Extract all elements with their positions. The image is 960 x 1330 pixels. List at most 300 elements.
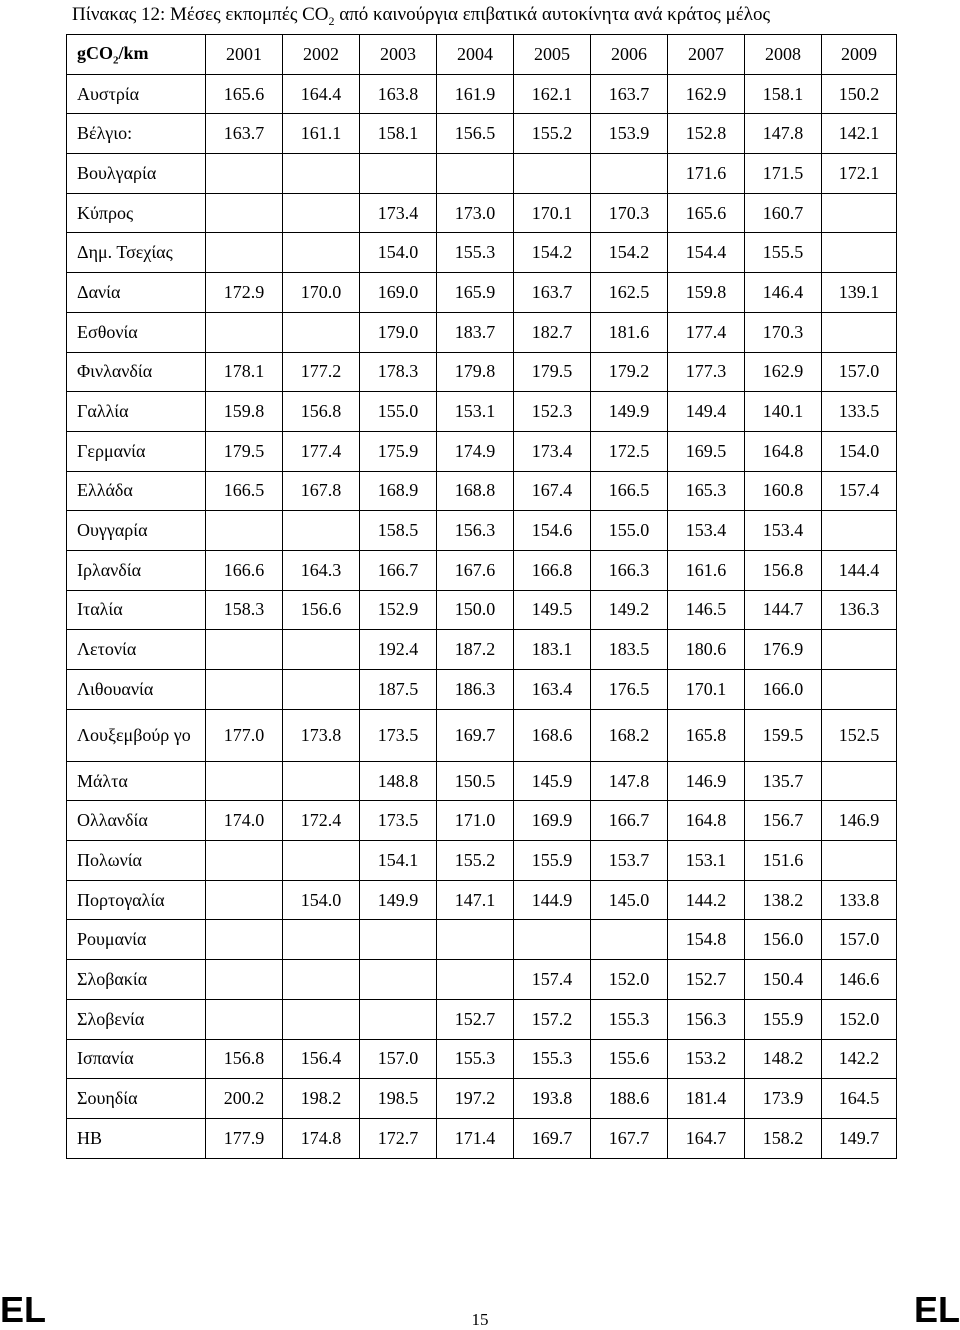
value-cell: 166.5 [591,471,668,511]
country-cell: Φινλανδία [67,352,206,392]
table-row [67,471,897,511]
value-cell: 157.0 [822,352,897,392]
value-cell: 162.5 [591,273,668,313]
value-cell: 156.0 [745,920,822,960]
country-cell: Σλοβενία [67,999,206,1039]
value-cell [283,312,360,352]
footer-language-right: EL [913,1289,960,1330]
table-row [67,511,897,551]
value-cell [283,999,360,1039]
value-cell: 146.9 [668,761,745,801]
value-cell [283,960,360,1000]
year-header-cell: 2006 [591,35,668,75]
value-cell: 166.5 [206,471,283,511]
value-cell: 156.3 [668,999,745,1039]
value-cell: 144.4 [822,550,897,590]
value-cell: 155.3 [514,1039,591,1079]
table-row [67,761,897,801]
value-cell: 150.4 [745,960,822,1000]
value-cell: 156.8 [206,1039,283,1079]
value-cell: 152.0 [822,999,897,1039]
value-cell: 155.2 [437,841,514,881]
value-cell: 167.4 [514,471,591,511]
table-row [67,1039,897,1079]
value-cell: 169.9 [514,801,591,841]
value-cell: 140.1 [745,392,822,432]
value-cell: 167.6 [437,550,514,590]
table-row [67,312,897,352]
value-cell: 154.1 [360,841,437,881]
value-cell [514,920,591,960]
value-cell: 135.7 [745,761,822,801]
unit-header-cell: gCO$_2$/km [67,35,206,75]
value-cell: 150.2 [822,74,897,114]
value-cell: 176.5 [591,670,668,710]
value-cell: 146.5 [668,590,745,630]
value-cell: 172.9 [206,273,283,313]
value-cell [206,193,283,233]
table-row [67,273,897,313]
value-cell: 153.2 [668,1039,745,1079]
value-cell: 187.2 [437,630,514,670]
value-cell [283,670,360,710]
value-cell [206,920,283,960]
value-cell [206,511,283,551]
value-cell: 155.6 [591,1039,668,1079]
value-cell: 150.0 [437,590,514,630]
value-cell: 156.8 [283,392,360,432]
value-cell: 144.2 [668,880,745,920]
value-cell: 152.5 [822,709,897,761]
value-cell: 197.2 [437,1079,514,1119]
value-cell: 148.2 [745,1039,822,1079]
value-cell: 149.4 [668,392,745,432]
value-cell: 164.7 [668,1118,745,1158]
value-cell: 164.8 [745,431,822,471]
table-row [67,550,897,590]
value-cell: 179.2 [591,352,668,392]
value-cell: 152.0 [591,960,668,1000]
value-cell: 174.0 [206,801,283,841]
value-cell: 173.9 [745,1079,822,1119]
value-cell: 168.2 [591,709,668,761]
value-cell: 157.4 [514,960,591,1000]
value-cell: 156.5 [437,114,514,154]
table-row [67,154,897,194]
value-cell: 142.1 [822,114,897,154]
value-cell: 172.1 [822,154,897,194]
country-cell: Πολωνία [67,841,206,881]
value-cell: 158.2 [745,1118,822,1158]
value-cell: 133.5 [822,392,897,432]
value-cell: 154.2 [514,233,591,273]
value-cell: 167.7 [591,1118,668,1158]
value-cell: 200.2 [206,1079,283,1119]
value-cell: 155.2 [514,114,591,154]
value-cell [822,233,897,273]
value-cell: 177.3 [668,352,745,392]
value-cell: 155.3 [591,999,668,1039]
value-cell: 161.1 [283,114,360,154]
value-cell: 147.8 [591,761,668,801]
value-cell: 144.9 [514,880,591,920]
value-cell: 158.1 [745,74,822,114]
value-cell [360,960,437,1000]
value-cell: 178.1 [206,352,283,392]
value-cell: 193.8 [514,1079,591,1119]
table-row [67,1118,897,1158]
value-cell [206,761,283,801]
value-cell: 181.4 [668,1079,745,1119]
value-cell: 198.2 [283,1079,360,1119]
value-cell: 150.5 [437,761,514,801]
table-row [67,880,897,920]
value-cell: 169.7 [514,1118,591,1158]
value-cell [206,233,283,273]
value-cell: 154.6 [514,511,591,551]
value-cell: 154.0 [822,431,897,471]
value-cell: 151.6 [745,841,822,881]
value-cell: 160.8 [745,471,822,511]
table-caption: Πίνακας 12: Μέσες εκπομπές $CO_2$ από καινούργια επιβατικά αυτοκίνητα ανά κράτος μέλος [72,4,770,28]
value-cell [206,880,283,920]
value-cell: 136.3 [822,590,897,630]
year-header-cell: 2008 [745,35,822,75]
value-cell: 152.7 [668,960,745,1000]
value-cell: 157.0 [822,920,897,960]
value-cell [360,920,437,960]
value-cell [591,154,668,194]
value-cell: 139.1 [822,273,897,313]
value-cell: 171.4 [437,1118,514,1158]
value-cell: 138.2 [745,880,822,920]
value-cell [206,154,283,194]
value-cell: 153.1 [437,392,514,432]
value-cell: 178.3 [360,352,437,392]
value-cell: 186.3 [437,670,514,710]
value-cell [822,511,897,551]
emissions-table [66,34,897,1159]
year-header-cell: 2004 [437,35,514,75]
value-cell: 146.6 [822,960,897,1000]
value-cell: 176.9 [745,630,822,670]
value-cell: 159.5 [745,709,822,761]
value-cell: 142.2 [822,1039,897,1079]
value-cell: 155.0 [591,511,668,551]
value-cell [206,670,283,710]
table-row [67,709,897,761]
value-cell: 163.7 [514,273,591,313]
value-cell: 181.6 [591,312,668,352]
table-row [67,670,897,710]
value-cell [206,960,283,1000]
value-cell: 166.3 [591,550,668,590]
value-cell [283,233,360,273]
value-cell: 167.8 [283,471,360,511]
table-row [67,193,897,233]
value-cell: 179.8 [437,352,514,392]
country-cell: Βέλγιο: [67,114,206,154]
value-cell: 165.3 [668,471,745,511]
value-cell: 153.4 [668,511,745,551]
value-cell [360,999,437,1039]
value-cell [437,920,514,960]
value-cell: 192.4 [360,630,437,670]
table-row [67,74,897,114]
value-cell: 156.3 [437,511,514,551]
value-cell [206,630,283,670]
value-cell: 173.4 [360,193,437,233]
value-cell [283,154,360,194]
country-cell: Γερμανία [67,431,206,471]
value-cell: 179.0 [360,312,437,352]
value-cell [437,154,514,194]
value-cell [591,920,668,960]
value-cell: 154.0 [283,880,360,920]
value-cell: 149.5 [514,590,591,630]
value-cell: 159.8 [206,392,283,432]
value-cell: 154.0 [360,233,437,273]
value-cell: 177.4 [668,312,745,352]
value-cell [822,841,897,881]
value-cell: 155.0 [360,392,437,432]
table-row [67,841,897,881]
value-cell: 169.0 [360,273,437,313]
country-cell: Ελλάδα [67,471,206,511]
table-row [67,999,897,1039]
value-cell: 144.7 [745,590,822,630]
value-cell: 162.9 [745,352,822,392]
value-cell: 173.8 [283,709,360,761]
value-cell: 173.4 [514,431,591,471]
value-cell: 165.8 [668,709,745,761]
value-cell: 147.1 [437,880,514,920]
value-cell: 149.2 [591,590,668,630]
value-cell: 163.7 [591,74,668,114]
table-row [67,801,897,841]
value-cell: 177.9 [206,1118,283,1158]
value-cell [283,920,360,960]
value-cell: 177.4 [283,431,360,471]
value-cell: 149.7 [822,1118,897,1158]
value-cell: 173.5 [360,801,437,841]
value-cell: 163.8 [360,74,437,114]
value-cell: 171.6 [668,154,745,194]
value-cell: 165.9 [437,273,514,313]
value-cell: 175.9 [360,431,437,471]
value-cell: 180.6 [668,630,745,670]
value-cell: 165.6 [668,193,745,233]
value-cell: 152.9 [360,590,437,630]
value-cell: 179.5 [514,352,591,392]
value-cell: 159.8 [668,273,745,313]
value-cell: 164.8 [668,801,745,841]
value-cell: 171.0 [437,801,514,841]
value-cell: 173.0 [437,193,514,233]
value-cell: 170.3 [745,312,822,352]
table-row [67,630,897,670]
table-row [67,114,897,154]
value-cell: 173.5 [360,709,437,761]
value-cell: 166.6 [206,550,283,590]
value-cell [822,761,897,801]
value-cell: 165.6 [206,74,283,114]
value-cell: 170.1 [514,193,591,233]
table-row [67,431,897,471]
country-cell: Μάλτα [67,761,206,801]
table-row [67,1079,897,1119]
country-cell: Λιθουανία [67,670,206,710]
value-cell [822,193,897,233]
country-cell: ΗΒ [67,1118,206,1158]
value-cell: 158.1 [360,114,437,154]
value-cell: 166.7 [591,801,668,841]
value-cell: 156.4 [283,1039,360,1079]
value-cell: 174.8 [283,1118,360,1158]
value-cell [514,154,591,194]
value-cell [283,841,360,881]
value-cell: 182.7 [514,312,591,352]
year-header-cell: 2002 [283,35,360,75]
value-cell: 183.1 [514,630,591,670]
value-cell: 163.7 [206,114,283,154]
country-cell: Εσθονία [67,312,206,352]
value-cell: 170.3 [591,193,668,233]
table-row [67,590,897,630]
page-number: 15 [471,1310,489,1329]
value-cell: 177.0 [206,709,283,761]
year-header-cell: 2001 [206,35,283,75]
table-row [67,960,897,1000]
value-cell: 153.9 [591,114,668,154]
country-cell: Ρουμανία [67,920,206,960]
value-cell: 148.8 [360,761,437,801]
value-cell: 166.7 [360,550,437,590]
value-cell: 146.9 [822,801,897,841]
country-cell: Αυστρία [67,74,206,114]
value-cell: 170.0 [283,273,360,313]
value-cell: 177.2 [283,352,360,392]
value-cell: 172.5 [591,431,668,471]
value-cell: 158.5 [360,511,437,551]
value-cell: 169.5 [668,431,745,471]
footer-language-left: EL [0,1289,47,1330]
value-cell: 164.3 [283,550,360,590]
country-cell: Βουλγαρία [67,154,206,194]
value-cell: 166.0 [745,670,822,710]
value-cell: 152.8 [668,114,745,154]
value-cell: 149.9 [591,392,668,432]
value-cell: 153.4 [745,511,822,551]
country-cell: Λετονία [67,630,206,670]
value-cell [283,761,360,801]
value-cell: 179.5 [206,431,283,471]
value-cell: 155.9 [514,841,591,881]
year-header-cell: 2005 [514,35,591,75]
value-cell [822,312,897,352]
value-cell: 152.3 [514,392,591,432]
country-cell: Δανία [67,273,206,313]
country-cell: Ολλανδία [67,801,206,841]
table-row [67,233,897,273]
value-cell [283,511,360,551]
value-cell: 147.8 [745,114,822,154]
value-cell: 157.2 [514,999,591,1039]
value-cell: 156.6 [283,590,360,630]
value-cell: 156.7 [745,801,822,841]
value-cell: 154.4 [668,233,745,273]
table-row [67,392,897,432]
value-cell: 156.8 [745,550,822,590]
value-cell [283,193,360,233]
value-cell: 157.0 [360,1039,437,1079]
value-cell: 163.4 [514,670,591,710]
value-cell: 153.7 [591,841,668,881]
value-cell: 172.7 [360,1118,437,1158]
value-cell [206,999,283,1039]
value-cell: 133.8 [822,880,897,920]
value-cell: 155.3 [437,233,514,273]
value-cell: 149.9 [360,880,437,920]
value-cell: 154.8 [668,920,745,960]
year-header-cell: 2007 [668,35,745,75]
value-cell: 145.9 [514,761,591,801]
value-cell [437,960,514,1000]
country-cell: Λουξεμβούρ γο [67,709,206,761]
value-cell: 168.8 [437,471,514,511]
value-cell: 198.5 [360,1079,437,1119]
value-cell: 155.5 [745,233,822,273]
value-cell: 168.9 [360,471,437,511]
value-cell: 145.0 [591,880,668,920]
table-row [67,920,897,960]
value-cell [822,670,897,710]
value-cell: 164.4 [283,74,360,114]
country-cell: Πορτογαλία [67,880,206,920]
value-cell: 154.2 [591,233,668,273]
country-cell: Γαλλία [67,392,206,432]
value-cell [360,154,437,194]
country-cell: Κύπρος [67,193,206,233]
value-cell: 153.1 [668,841,745,881]
country-cell: Ιρλανδία [67,550,206,590]
value-cell: 161.6 [668,550,745,590]
value-cell: 164.5 [822,1079,897,1119]
value-cell: 146.4 [745,273,822,313]
value-cell: 170.1 [668,670,745,710]
value-cell: 171.5 [745,154,822,194]
value-cell [283,630,360,670]
value-cell: 152.7 [437,999,514,1039]
value-cell: 166.8 [514,550,591,590]
value-cell: 161.9 [437,74,514,114]
country-cell: Σουηδία [67,1079,206,1119]
year-header-cell: 2009 [822,35,897,75]
value-cell [206,841,283,881]
value-cell [822,630,897,670]
value-cell: 155.9 [745,999,822,1039]
value-cell: 188.6 [591,1079,668,1119]
country-cell: Σλοβακία [67,960,206,1000]
value-cell: 183.5 [591,630,668,670]
value-cell: 169.7 [437,709,514,761]
country-cell: Δημ. Τσεχίας [67,233,206,273]
value-cell: 157.4 [822,471,897,511]
value-cell: 155.3 [437,1039,514,1079]
value-cell: 158.3 [206,590,283,630]
value-cell: 183.7 [437,312,514,352]
country-cell: Ισπανία [67,1039,206,1079]
